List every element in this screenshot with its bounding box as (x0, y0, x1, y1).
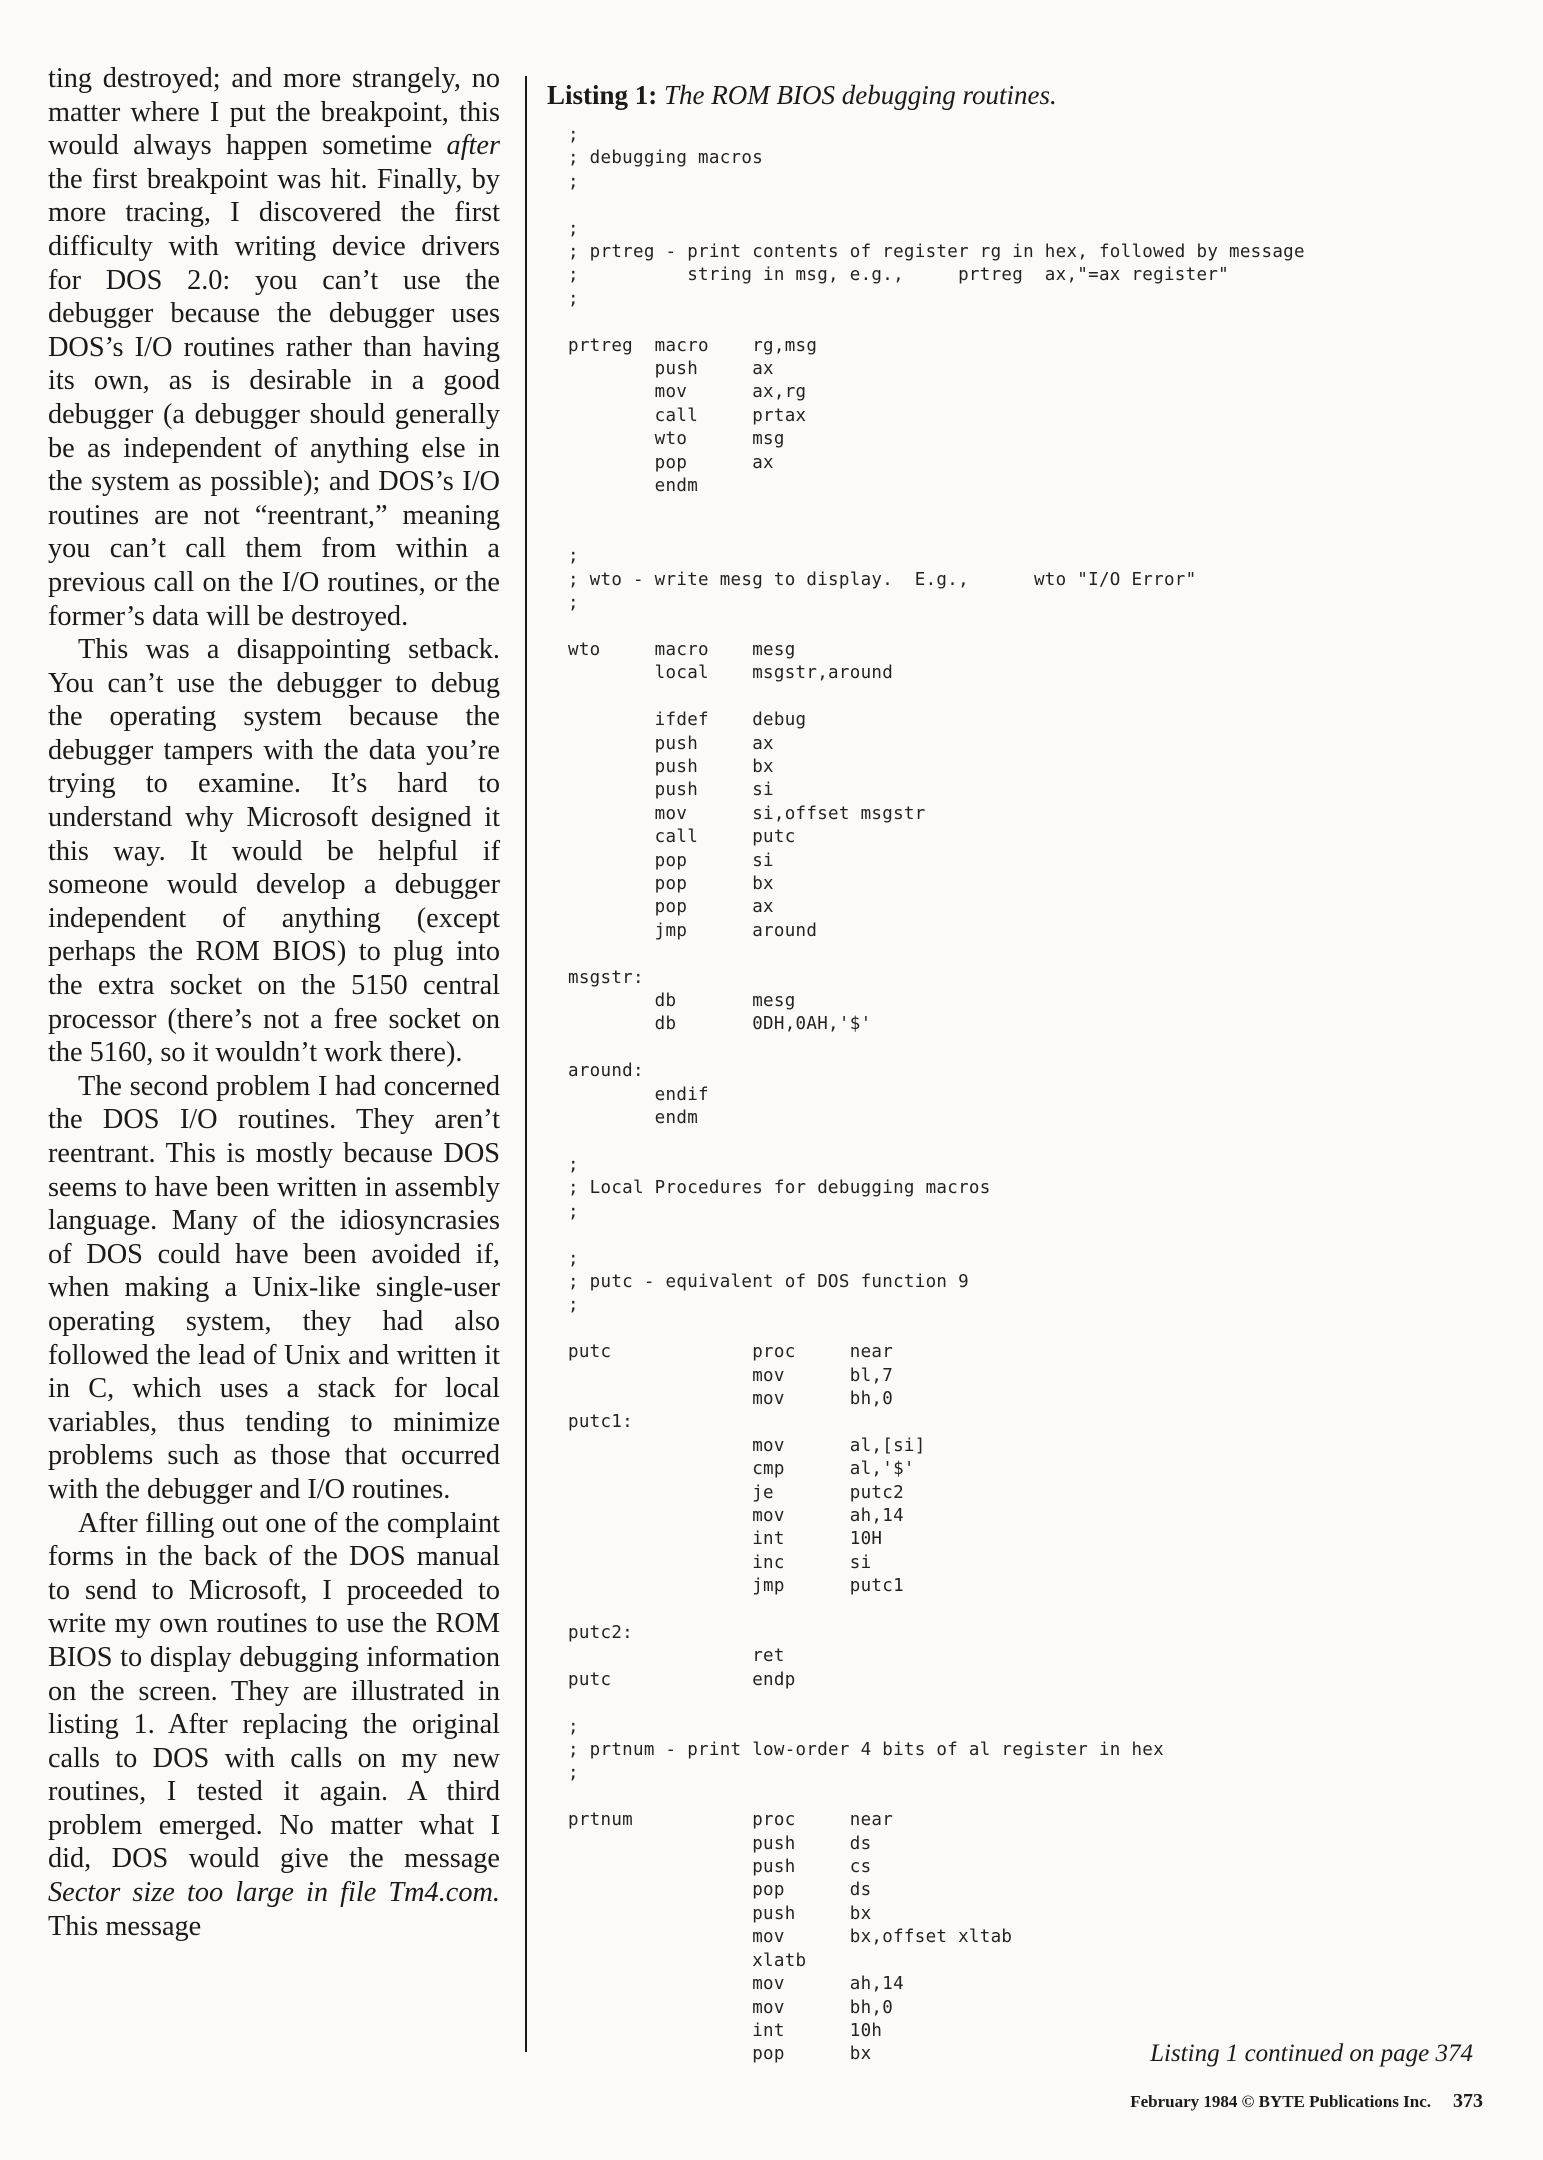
article-paragraph-4 (48, 1507, 500, 1944)
listing-label: Listing 1: (547, 80, 658, 110)
page-footer (1130, 2090, 1483, 2113)
paragraph-text: After filling out one of the complaint forms in the back of the DOS manual to send to Microsoft, I proceeded to write my own routines to use the ROM BIOS to display debugging information on the screen. They are illustrated in listing 1. After replacing the original calls to DOS with calls on my new routines, I tested it again. A third problem emerged. No matter what I did, DOS would give the message (48, 1507, 500, 1875)
column-divider (525, 76, 527, 2052)
article-paragraph-1 (48, 62, 500, 633)
paragraph-text: This was a disappointing setback. You can’t use the debugger to debug the operating system because the debugger tampers with the data you’re trying to examine. It’s hard to understand why Microsoft designed it this way. It would be helpful if someone would develop a debugger independent of anything (except perhaps the ROM BIOS) to plug into the extra socket on the 5150 central processor (there’s not a free socket on the 5160, so it wouldn’t work there). (48, 634, 500, 1069)
emphasis-text: Sector size too large in file Tm4.com. (48, 1877, 500, 1909)
listing-caption (547, 80, 1057, 111)
listing-caption-text: The ROM BIOS debugging routines. (664, 80, 1057, 110)
continued-note: Listing 1 continued on page 374 (1150, 2040, 1473, 2067)
footer-credit: February 1984 © BYTE Publications Inc. (1130, 2092, 1431, 2111)
page-number: 373 (1453, 2090, 1483, 2112)
article-paragraph-2 (48, 633, 500, 1070)
paragraph-text: the first breakpoint was hit. Finally, by more tracing, I discovered the first difficulty with writing device drivers for DOS 2.0: you can’t use the debugger because the debugger uses DOS’s I/O routines rather than having its own, as is desirable in a good debugger (a debugger should generally be as independent of anything else in the system as possible); and DOS’s I/O routines are not “reentrant,” meaning you can’t call them from within a previous call on the I/O routines, or the former’s data will be destroyed. (48, 163, 500, 632)
article-text-column (48, 62, 500, 1943)
code-listing: ; ; debugging macros ; ; ; prtreg - print contents of register rg in hex, followed by message ; string in msg, e.g., prtreg ax,"=ax register" ; prtreg macro rg,msg push ax mov ax,rg call prtax wto msg pop ax endm ; ; wto - write mesg to display. E.g., wto "I/O Error" ; wto macro mesg local msgstr,around ifdef debug push ax push bx push si mov si,offset msgstr call putc pop si pop bx pop ax jmp around msgstr: db mesg db 0DH,0AH,'$' around: endif endm ; ; Local Procedures for debugging macros ; ; ; putc - equivalent of DOS function 9 ; putc proc near mov bl,7 mov bh,0 putc1: mov al,[si] cmp al,'$' je putc2 mov ah,14 int 10H inc si jmp putc1 putc2: ret putc endp ; ; prtnum - print low-order 4 bits of al register in hex ; prtnum proc near push ds push cs pop ds push bx mov bx,offset xltab xlatb mov ah,14 mov bh,0 int 10h pop bx (568, 125, 1305, 2065)
article-paragraph-3 (48, 1070, 500, 1507)
emphasis-text: after (446, 130, 500, 162)
paragraph-text: ting destroyed; and more strangely, no matter where I put the breakpoint, this would always happen sometime (48, 63, 500, 162)
paragraph-text: This message (48, 1910, 202, 1942)
paragraph-text: The second problem I had concerned the DOS I/O routines. They aren’t reentrant. This is mostly because DOS seems to have been written in assembly language. Many of the idiosyncrasies of DOS could have been avoided if, when making a Unix-like single-user operating system, they had also followed the lead of Unix and written it in C, which uses a stack for local variables, thus tending to minimize problems such as those that occurred with the debugger and I/O routines. (48, 1070, 500, 1505)
